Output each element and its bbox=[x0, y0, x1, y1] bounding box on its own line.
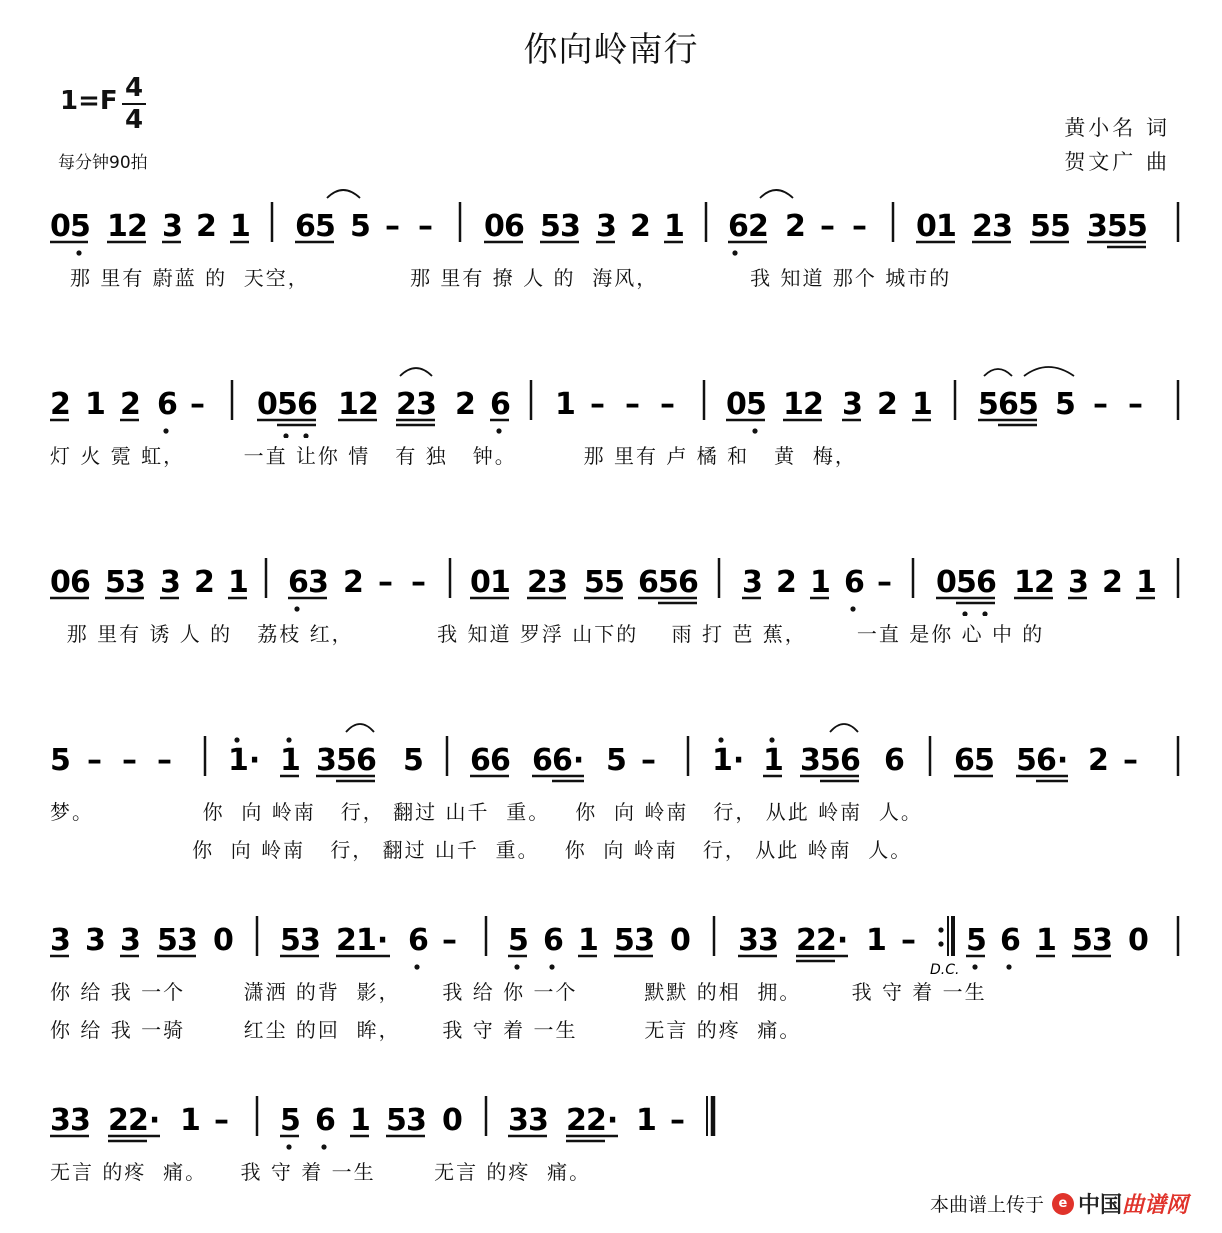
note: – bbox=[660, 387, 675, 422]
note: 5 bbox=[157, 923, 178, 958]
note: 0 bbox=[442, 1103, 463, 1138]
note: 5 bbox=[540, 209, 561, 244]
note: 5 bbox=[1030, 209, 1051, 244]
note: 1 bbox=[1036, 923, 1057, 958]
note: 2· bbox=[816, 923, 849, 958]
note: 6 bbox=[490, 387, 511, 422]
note: 1 bbox=[1136, 565, 1157, 600]
note: 2 bbox=[120, 387, 141, 422]
note: 0 bbox=[257, 387, 278, 422]
note: 2 bbox=[785, 209, 806, 244]
note: 0 bbox=[670, 923, 691, 958]
note: 3 bbox=[596, 209, 617, 244]
note: 3 bbox=[992, 209, 1013, 244]
note: – bbox=[1093, 387, 1108, 422]
score-line-2 bbox=[0, 358, 1222, 438]
note: 3 bbox=[738, 923, 759, 958]
note: 1 bbox=[350, 1103, 371, 1138]
underlines bbox=[50, 956, 1111, 961]
note: – bbox=[122, 743, 137, 778]
note: 1 bbox=[636, 1103, 657, 1138]
note: 1 bbox=[936, 209, 957, 244]
slurs bbox=[346, 724, 858, 732]
tempo-marking: 每分钟90拍 bbox=[58, 153, 148, 173]
lyric-line-3: 那 里有 诱 人 的 荔枝 红， 我 知道 罗浮 山下的 雨 打 芭 蕉， 一直 是你 心 中 的 bbox=[50, 622, 1045, 646]
score-line-1 bbox=[0, 180, 1222, 260]
note: 0 bbox=[213, 923, 234, 958]
note: 3 bbox=[508, 1103, 529, 1138]
note: 5 bbox=[403, 743, 424, 778]
lyric-line-6: 无言 的疼 痛。 我 守 着 一生 无言 的疼 痛。 bbox=[50, 1160, 592, 1184]
note: 6 bbox=[470, 743, 491, 778]
note: 5 bbox=[70, 209, 91, 244]
octave-dots bbox=[294, 606, 987, 616]
octave-dots bbox=[76, 250, 737, 255]
note: 1 bbox=[85, 387, 106, 422]
note: 1 bbox=[578, 923, 599, 958]
note: 6 bbox=[998, 387, 1019, 422]
note: 5 bbox=[386, 1103, 407, 1138]
dc-mark: D.C. bbox=[930, 962, 960, 974]
lyricist-credit: 黄小名 词 bbox=[1064, 116, 1170, 140]
note: 1 bbox=[783, 387, 804, 422]
note: 6 bbox=[315, 1103, 336, 1138]
site-logo-icon: e bbox=[1052, 1193, 1074, 1215]
score-line-4 bbox=[0, 714, 1222, 794]
note: – bbox=[820, 209, 835, 244]
note: 2 bbox=[336, 923, 357, 958]
note: 1 bbox=[1014, 565, 1035, 600]
repeat-dots bbox=[938, 927, 943, 946]
note: 6 bbox=[954, 743, 975, 778]
note: – bbox=[670, 1103, 685, 1138]
note: 1 bbox=[230, 209, 251, 244]
note: 1 bbox=[810, 565, 831, 600]
note: 5 bbox=[1016, 743, 1037, 778]
note: 6 bbox=[678, 565, 699, 600]
note: 2 bbox=[972, 209, 993, 244]
note: 2 bbox=[527, 565, 548, 600]
note: 0 bbox=[470, 565, 491, 600]
note: 5 bbox=[350, 209, 371, 244]
note: 5 bbox=[604, 565, 625, 600]
note: 3 bbox=[300, 923, 321, 958]
note: – bbox=[378, 565, 393, 600]
score-line-6 bbox=[0, 1074, 1222, 1154]
note: 2 bbox=[343, 565, 364, 600]
note: – bbox=[411, 565, 426, 600]
note: 3 bbox=[160, 565, 181, 600]
lyric-line-4b: 你 向 岭南 行， 翻过 山千 重。 你 向 岭南 行， 从此 岭南 人。 bbox=[50, 838, 913, 862]
time-signature bbox=[122, 74, 146, 134]
note: 6 bbox=[728, 209, 749, 244]
octave-dots bbox=[163, 428, 757, 438]
note: 6 bbox=[638, 565, 659, 600]
note: 3 bbox=[547, 565, 568, 600]
score-line-3 bbox=[0, 536, 1222, 616]
note: 5 bbox=[978, 387, 999, 422]
note: 3 bbox=[50, 923, 71, 958]
note: – bbox=[157, 743, 172, 778]
note: 2 bbox=[108, 1103, 129, 1138]
footer-watermark bbox=[930, 1188, 1188, 1219]
note: – bbox=[901, 923, 916, 958]
note: 6 bbox=[157, 387, 178, 422]
note: 5 bbox=[820, 743, 841, 778]
slurs bbox=[327, 190, 793, 198]
note: 5 bbox=[280, 923, 301, 958]
note: 3 bbox=[50, 1103, 71, 1138]
note: 6 bbox=[297, 387, 318, 422]
note: – bbox=[418, 209, 433, 244]
octave-dots bbox=[234, 737, 774, 742]
note: 3 bbox=[308, 565, 329, 600]
note: 0 bbox=[916, 209, 937, 244]
note: 3 bbox=[85, 923, 106, 958]
lyric-line-1: 那 里有 蔚蓝 的 天空， 那 里有 撩 人 的 海风， 我 知道 那个 城市的 bbox=[70, 266, 952, 290]
note: 3 bbox=[120, 923, 141, 958]
note: 2 bbox=[1088, 743, 1109, 778]
note: – bbox=[190, 387, 205, 422]
note: 2 bbox=[630, 209, 651, 244]
note: 6 bbox=[504, 209, 525, 244]
note: – bbox=[1128, 387, 1143, 422]
note: 6 bbox=[844, 565, 865, 600]
note: 0 bbox=[1128, 923, 1149, 958]
note: 5 bbox=[50, 743, 71, 778]
note: – bbox=[625, 387, 640, 422]
note: 0 bbox=[484, 209, 505, 244]
note: 0 bbox=[936, 565, 957, 600]
note: 5 bbox=[315, 209, 336, 244]
note: 1 bbox=[555, 387, 576, 422]
note: 1· bbox=[712, 743, 745, 778]
note: 3 bbox=[758, 923, 779, 958]
site-logo-text: 中国 bbox=[1077, 1193, 1122, 1218]
note: 3 bbox=[1068, 565, 1089, 600]
note: 1 bbox=[490, 565, 511, 600]
note: 3 bbox=[634, 923, 655, 958]
note: 5 bbox=[336, 743, 357, 778]
lyric-line-2: 灯 火 霓 虹， 一直 让你 情 有 独 钟。 那 里有 卢 橘 和 黄 梅， bbox=[50, 444, 857, 468]
note: 6 bbox=[532, 743, 553, 778]
note: 6· bbox=[552, 743, 585, 778]
note: 5 bbox=[584, 565, 605, 600]
slurs bbox=[400, 367, 1074, 376]
note: 3 bbox=[528, 1103, 549, 1138]
note: 6 bbox=[976, 565, 997, 600]
note: 1 bbox=[107, 209, 128, 244]
note: 3 bbox=[742, 565, 763, 600]
lyric-line-5a: 你 给 我 一个 潇洒 的背 影， 我 给 你 一个 默默 的相 拥。 我 守 着 一生 bbox=[50, 980, 987, 1004]
octave-dots bbox=[414, 964, 1011, 969]
note: 1 bbox=[763, 743, 784, 778]
note: 1 bbox=[664, 209, 685, 244]
note: 2 bbox=[877, 387, 898, 422]
note: 6 bbox=[884, 743, 905, 778]
note: 5 bbox=[1127, 209, 1148, 244]
note: 2 bbox=[803, 387, 824, 422]
note: 3 bbox=[162, 209, 183, 244]
note: 6 bbox=[288, 565, 309, 600]
octave-dots bbox=[286, 1144, 326, 1149]
underlines bbox=[280, 776, 1068, 781]
note: 1 bbox=[228, 565, 249, 600]
lyric-line-5b: 你 给 我 一骑 红尘 的回 眸， 我 守 着 一生 无言 的疼 痛。 bbox=[50, 1018, 802, 1042]
note: 3 bbox=[560, 209, 581, 244]
note: 6 bbox=[408, 923, 429, 958]
note: 3 bbox=[842, 387, 863, 422]
note: 5 bbox=[280, 1103, 301, 1138]
note: – bbox=[442, 923, 457, 958]
note: 3 bbox=[316, 743, 337, 778]
note: 6 bbox=[356, 743, 377, 778]
note: 5 bbox=[614, 923, 635, 958]
note: 5 bbox=[1018, 387, 1039, 422]
note: 2 bbox=[50, 387, 71, 422]
note: – bbox=[214, 1103, 229, 1138]
note: 1 bbox=[866, 923, 887, 958]
note: 3 bbox=[177, 923, 198, 958]
key-signature: 1=F bbox=[60, 86, 118, 116]
note: 2 bbox=[358, 387, 379, 422]
note: – bbox=[385, 209, 400, 244]
note: 6 bbox=[543, 923, 564, 958]
note: 5 bbox=[1050, 209, 1071, 244]
note: 5 bbox=[658, 565, 679, 600]
note: 2 bbox=[196, 209, 217, 244]
note: 3 bbox=[1087, 209, 1108, 244]
note: 5 bbox=[277, 387, 298, 422]
note: 2 bbox=[455, 387, 476, 422]
note: 5 bbox=[1107, 209, 1128, 244]
note: 2· bbox=[586, 1103, 619, 1138]
note: 2 bbox=[776, 565, 797, 600]
note: 1· bbox=[228, 743, 261, 778]
note: 2 bbox=[796, 923, 817, 958]
note: 2· bbox=[128, 1103, 161, 1138]
note: 6 bbox=[70, 565, 91, 600]
note: 1 bbox=[338, 387, 359, 422]
song-title: 你向岭南行 bbox=[523, 30, 699, 70]
note: 5 bbox=[746, 387, 767, 422]
note: – bbox=[590, 387, 605, 422]
time-signature-bottom: 4 bbox=[124, 105, 144, 135]
note: – bbox=[87, 743, 102, 778]
note: 6 bbox=[840, 743, 861, 778]
note: 1 bbox=[180, 1103, 201, 1138]
note: 5 bbox=[966, 923, 987, 958]
note: 1· bbox=[356, 923, 389, 958]
note: 3 bbox=[416, 387, 437, 422]
note: 3 bbox=[1092, 923, 1113, 958]
note: – bbox=[1123, 743, 1138, 778]
note: 5 bbox=[956, 565, 977, 600]
note: 2 bbox=[194, 565, 215, 600]
note: 2 bbox=[396, 387, 417, 422]
note: 2 bbox=[127, 209, 148, 244]
note: 3 bbox=[406, 1103, 427, 1138]
note: 3 bbox=[800, 743, 821, 778]
time-signature-top: 4 bbox=[124, 73, 144, 103]
note: 5 bbox=[974, 743, 995, 778]
upload-text: 本曲谱上传于 bbox=[929, 1194, 1044, 1216]
note: 3 bbox=[125, 565, 146, 600]
note: 0 bbox=[50, 209, 71, 244]
note: 2 bbox=[566, 1103, 587, 1138]
composer-credit: 贺文广 曲 bbox=[1064, 150, 1170, 174]
note: 2 bbox=[1034, 565, 1055, 600]
note: 6 bbox=[490, 743, 511, 778]
note: 0 bbox=[726, 387, 747, 422]
lyric-line-4a: 梦。 你 向 岭南 行， 翻过 山千 重。 你 向 岭南 行， 从此 岭南 人。 bbox=[50, 800, 923, 824]
note: 1 bbox=[912, 387, 933, 422]
note: 5 bbox=[508, 923, 529, 958]
note: 0 bbox=[50, 565, 71, 600]
note: 5 bbox=[1072, 923, 1093, 958]
score-line-5 bbox=[0, 894, 1222, 974]
note: 5 bbox=[105, 565, 126, 600]
note: 6· bbox=[1036, 743, 1069, 778]
note: 2 bbox=[1102, 565, 1123, 600]
note: – bbox=[641, 743, 656, 778]
note: 3 bbox=[70, 1103, 91, 1138]
note: – bbox=[877, 565, 892, 600]
note: 1 bbox=[280, 743, 301, 778]
note: 2 bbox=[748, 209, 769, 244]
site-logo-text-accent: 曲谱网 bbox=[1121, 1193, 1188, 1218]
note: – bbox=[852, 209, 867, 244]
note: 6 bbox=[295, 209, 316, 244]
note: 6 bbox=[1000, 923, 1021, 958]
note: 5 bbox=[606, 743, 627, 778]
note: 5 bbox=[1055, 387, 1076, 422]
underlines bbox=[50, 598, 1155, 603]
